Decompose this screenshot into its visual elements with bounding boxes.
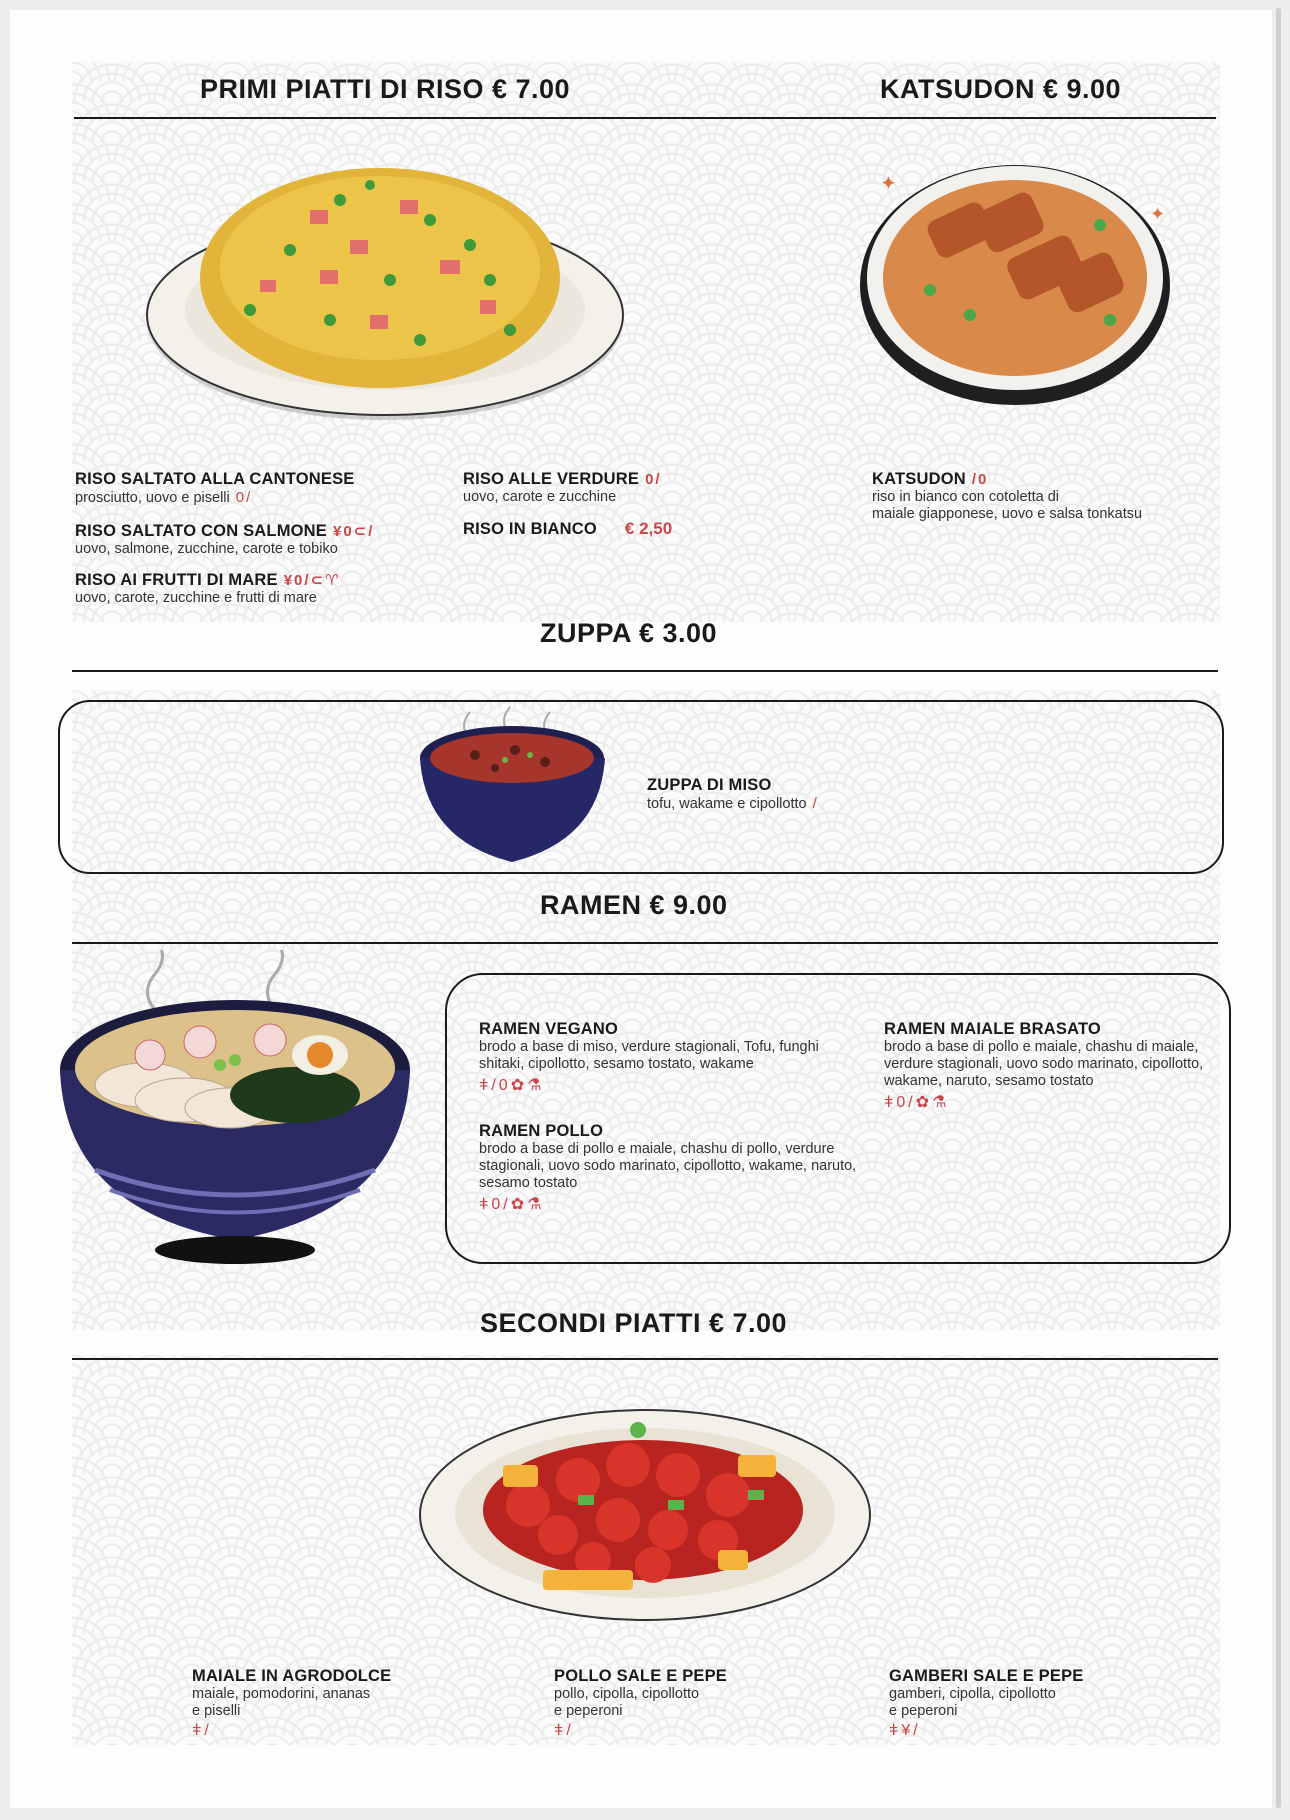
katsudon-image	[860, 150, 1180, 410]
item-desc: uovo, carote e zucchine	[463, 489, 617, 505]
allergen-icons: ǂ¥/	[889, 1722, 921, 1739]
item-name: RAMEN VEGANO	[479, 1020, 618, 1038]
item-desc: gamberi, cipolla, cipollotto	[889, 1686, 1056, 1702]
ramen-box	[445, 973, 1231, 1264]
item-name: KATSUDON	[872, 470, 966, 488]
riso-frutti-di-mare	[75, 571, 341, 607]
allergen-icons: ¥0/⊂♈	[283, 572, 341, 589]
item-desc: maiale, pomodorini, ananas	[192, 1686, 371, 1702]
item-name: GAMBERI SALE E PEPE	[889, 1667, 1084, 1685]
item-name: RISO SALTATO ALLA CANTONESE	[75, 470, 355, 488]
ramen-maiale-brasato	[884, 1020, 1204, 1112]
item-name: RAMEN MAIALE BRASATO	[884, 1020, 1101, 1038]
pollo-sale-pepe	[554, 1667, 727, 1740]
item-desc: maiale giapponese, uovo e salsa tonkatsu	[872, 506, 1143, 522]
item-desc: brodo a base di pollo e maiale, chashu di pollo, verdure stagionali, uovo sodo marinato, cipollotto, wakame, naruto, sesamo tostato	[479, 1141, 857, 1191]
item-desc: uovo, carote, zucchine e frutti di mare	[75, 590, 317, 606]
item-desc: tofu, wakame e cipollotto	[647, 796, 807, 812]
item-name: RISO ALLE VERDURE	[463, 470, 640, 488]
allergen-icons: ǂ/0✿⚗	[479, 1077, 545, 1094]
allergen-icons: ǂ/	[192, 1722, 212, 1739]
scrollbar[interactable]	[1276, 8, 1281, 1808]
divider	[72, 942, 1218, 944]
svg-text:✦: ✦	[1150, 204, 1166, 224]
svg-text:✦: ✦	[880, 173, 897, 195]
allergen-icons: ¥0⊂/	[333, 523, 375, 540]
allergen-icons: 0/	[235, 489, 253, 506]
divider	[72, 670, 1218, 672]
ramen-pollo	[479, 1122, 859, 1214]
item-desc: brodo a base di miso, verdure stagionali, Tofu, funghi shitaki, cipollotto, sesamo tostato, wakame	[479, 1039, 819, 1072]
riso-cantonese	[75, 470, 355, 507]
zuppa-box	[58, 700, 1224, 874]
allergen-icons: 0/	[645, 471, 662, 488]
item-name: POLLO SALE E PEPE	[554, 1667, 728, 1685]
item-name: ZUPPA DI MISO	[647, 776, 772, 794]
item-desc: riso in bianco con cotoletta di	[872, 489, 1059, 505]
allergen-icons: ǂ/	[554, 1722, 574, 1739]
katsudon-heading: KATSUDON € 9.00	[880, 74, 1122, 104]
item-desc: uovo, salmone, zucchine, carote e tobiko	[75, 541, 338, 557]
allergen-icons: /	[812, 795, 819, 812]
item-desc: brodo a base di pollo e maiale, chashu di maiale, verdure stagionali, uovo sodo marinato, cipollotto, wakame, naruto, sesamo tostato	[884, 1039, 1204, 1089]
zuppa-di-miso	[647, 776, 819, 813]
ramen-vegano	[479, 1020, 859, 1095]
divider	[74, 117, 1216, 119]
item-name: RAMEN POLLO	[479, 1122, 604, 1140]
item-name: RISO IN BIANCO	[463, 520, 597, 538]
zuppa-heading: ZUPPA € 3.00	[540, 618, 718, 648]
item-name: MAIALE IN AGRODOLCE	[192, 1667, 392, 1685]
riso-salmone	[75, 522, 374, 558]
ramen-heading: RAMEN € 9.00	[540, 890, 728, 920]
item-desc: e peperoni	[554, 1703, 623, 1719]
allergen-icons: /0	[971, 471, 989, 488]
item-desc: e piselli	[192, 1703, 241, 1719]
sweet-sour-pork-image	[418, 1395, 873, 1625]
riso-verdure	[463, 470, 662, 506]
item-name: RISO SALTATO CON SALMONE	[75, 522, 327, 540]
gamberi-sale-pepe	[889, 1667, 1084, 1740]
item-desc: e peperoni	[889, 1703, 958, 1719]
miso-soup-image	[415, 700, 610, 870]
katsudon-item	[872, 470, 1142, 523]
item-desc: prosciutto, uovo e piselli	[75, 490, 230, 506]
riso-heading: PRIMI PIATTI DI RISO € 7.00	[200, 74, 571, 104]
maiale-agrodolce	[192, 1667, 391, 1740]
item-price: € 2,50	[624, 519, 673, 538]
allergen-icons: ǂ0/✿⚗	[884, 1094, 950, 1111]
secondi-heading: SECONDI PIATTI € 7.00	[480, 1308, 788, 1338]
item-name: RISO AI FRUTTI DI MARE	[75, 571, 278, 589]
fried-rice-image	[140, 150, 630, 440]
allergen-icons: ǂ0/✿⚗	[479, 1196, 545, 1213]
item-desc: pollo, cipolla, cipollotto	[554, 1686, 700, 1702]
ramen-image	[55, 950, 415, 1270]
riso-in-bianco	[463, 519, 672, 539]
divider	[72, 1358, 1218, 1360]
